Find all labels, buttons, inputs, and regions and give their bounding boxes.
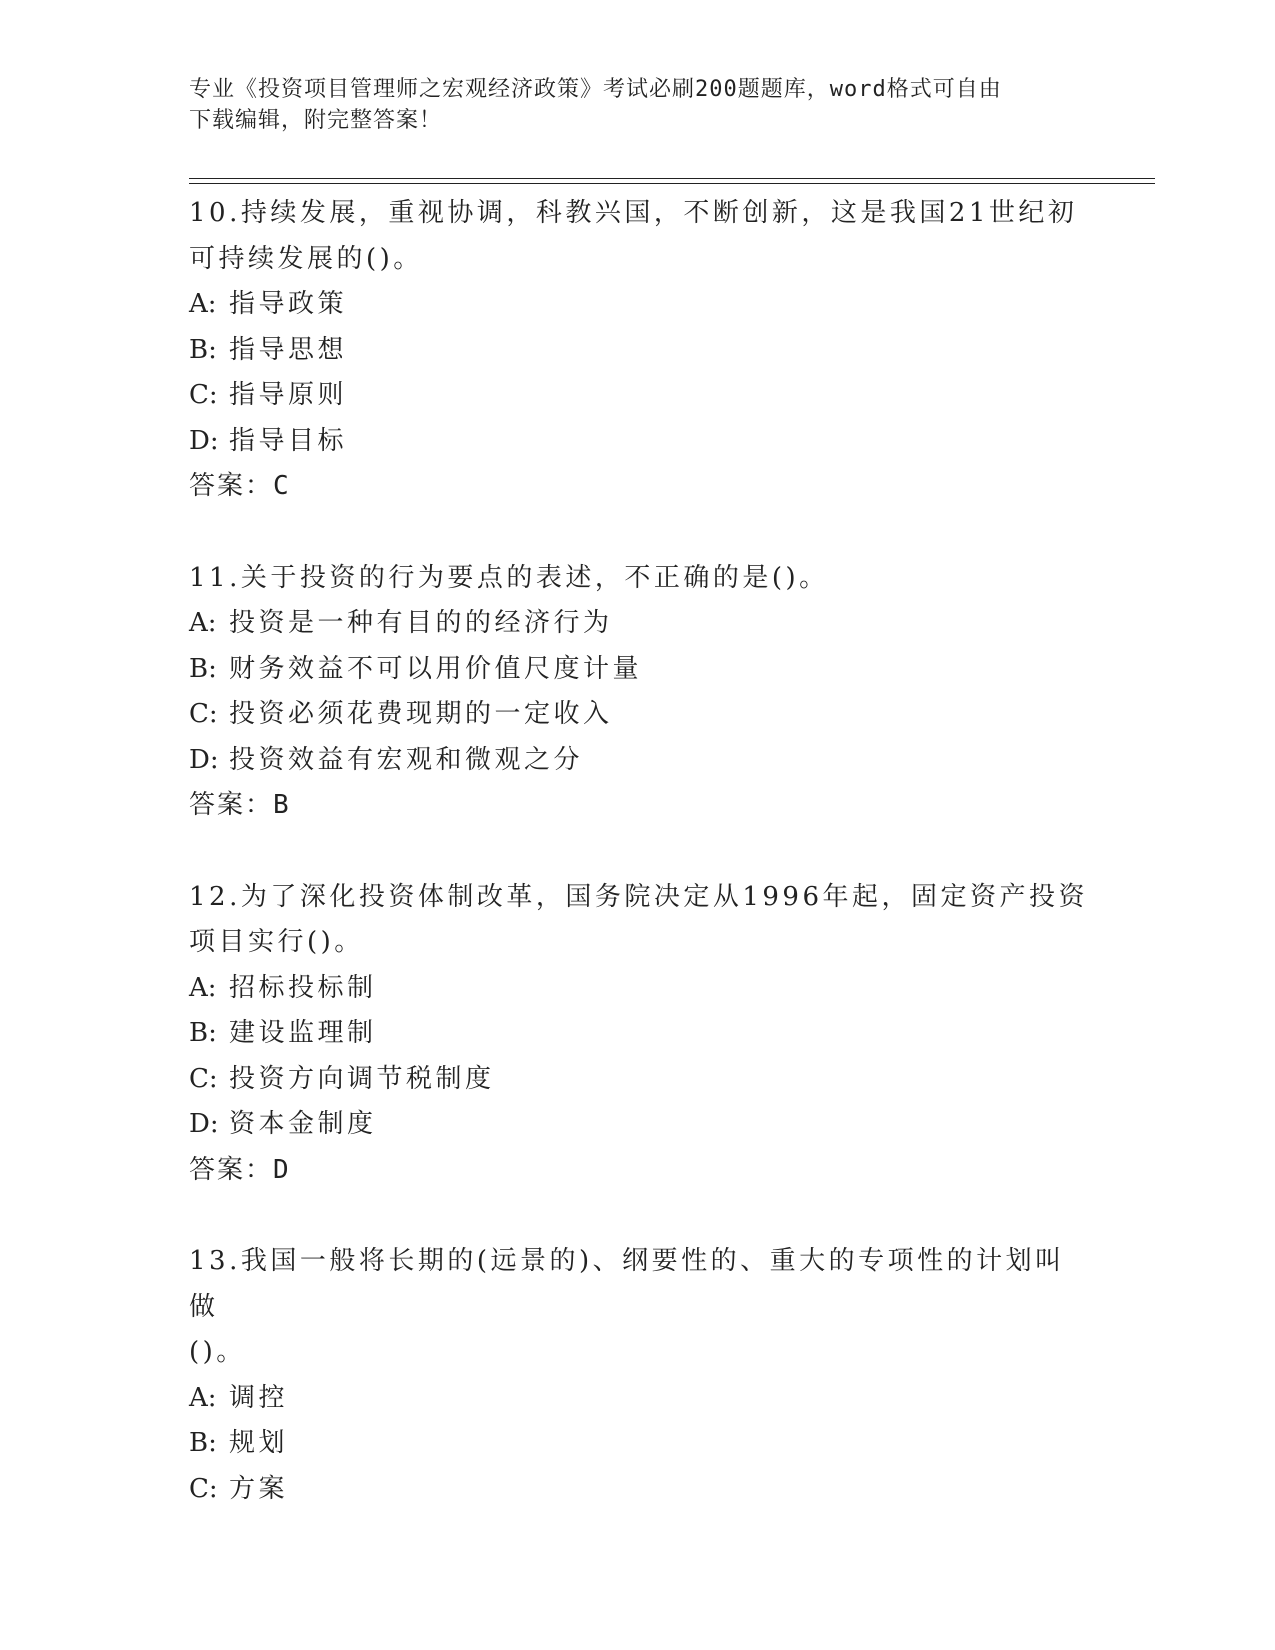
header-line-1: 专业《投资项目管理师之宏观经济政策》考试必刷200题题库，word格式可自由 [189,77,1002,102]
option-letter: A: [189,608,217,638]
option-letter: B: [189,334,217,365]
option-text: 调控 [229,1382,289,1413]
option-letter: B: [189,653,217,684]
option-text: 财务效益不可以用价值尺度计量 [229,653,643,684]
header-divider-top [189,178,1155,179]
question-spacer [189,510,1089,556]
option-text: 指导思想 [229,334,348,365]
answer-line [189,464,1089,510]
option-text: 投资方向调节税制度 [229,1063,495,1094]
option-letter: C: [189,699,218,729]
option-c [189,373,1089,419]
option-c [189,1467,1089,1513]
option-text: 方案 [229,1473,289,1504]
answer-label: 答案： [189,1154,274,1185]
option-a [189,966,1089,1012]
option-letter: C: [189,1063,218,1094]
option-letter: A: [189,972,217,1003]
option-b [189,1421,1089,1467]
option-letter: C: [189,380,218,410]
question-11 [189,556,1089,829]
question-list [189,191,1089,1512]
option-text: 投资效益有宏观和微观之分 [229,744,584,775]
option-letter: D: [189,1109,219,1139]
option-b [189,328,1089,374]
option-text: 招标投标制 [229,972,377,1003]
option-letter: A: [189,289,217,319]
option-text: 指导原则 [229,380,348,410]
header-line-2: 下载编辑，附完整答案！ [189,108,443,133]
option-text: 投资是一种有目的的经济行为 [229,608,613,638]
question-stem-line-1: 11.关于投资的行为要点的表述，不正确的是()。 [189,562,829,593]
question-stem-line-1: 12.为了深化投资体制改革，国务院决定从1996年起，固定资产投资 [189,881,1089,912]
answer-line [189,783,1089,829]
option-a [189,282,1089,328]
option-letter: B: [189,1018,217,1048]
option-text: 建设监理制 [229,1018,377,1048]
answer-value: C [273,471,289,501]
option-letter: B: [189,1428,217,1458]
header-divider-bottom [189,183,1155,184]
question-spacer [189,1193,1089,1239]
question-stem-line-2: 可持续发展的()。 [189,243,423,274]
option-text: 资本金制度 [229,1109,377,1139]
answer-value: B [273,790,289,820]
answer-value: D [273,1154,289,1185]
question-stem-line-1: 10.持续发展，重视协调，科教兴国，不断创新，这是我国21世纪初 [189,198,1078,228]
option-d [189,738,1089,784]
option-text: 指导目标 [229,425,348,456]
option-c [189,1057,1089,1103]
question-stem-line-2: 项目实行()。 [189,927,364,957]
question-13 [189,1239,1089,1512]
option-letter: C: [189,1473,218,1504]
option-letter: D: [189,744,219,775]
document-header [189,74,1089,136]
option-letter: A: [189,1382,217,1413]
answer-label: 答案： [189,790,274,820]
option-text: 指导政策 [229,289,348,319]
option-letter: D: [189,425,219,456]
option-text: 规划 [229,1428,289,1458]
question-stem-line-2: ()。 [189,1337,246,1367]
option-text: 投资必须花费现期的一定收入 [229,699,613,729]
option-c [189,692,1089,738]
option-a [189,1376,1089,1422]
question-12 [189,875,1089,1194]
option-b [189,647,1089,693]
option-b [189,1011,1089,1057]
answer-line [189,1148,1089,1194]
option-d [189,1102,1089,1148]
option-a [189,601,1089,647]
question-10 [189,191,1089,510]
question-spacer [189,829,1089,875]
answer-label: 答案： [189,471,274,501]
option-d [189,419,1089,465]
question-stem-line-1: 13.我国一般将长期的(远景的)、纲要性的、重大的专项性的计划叫做 [189,1246,1065,1322]
